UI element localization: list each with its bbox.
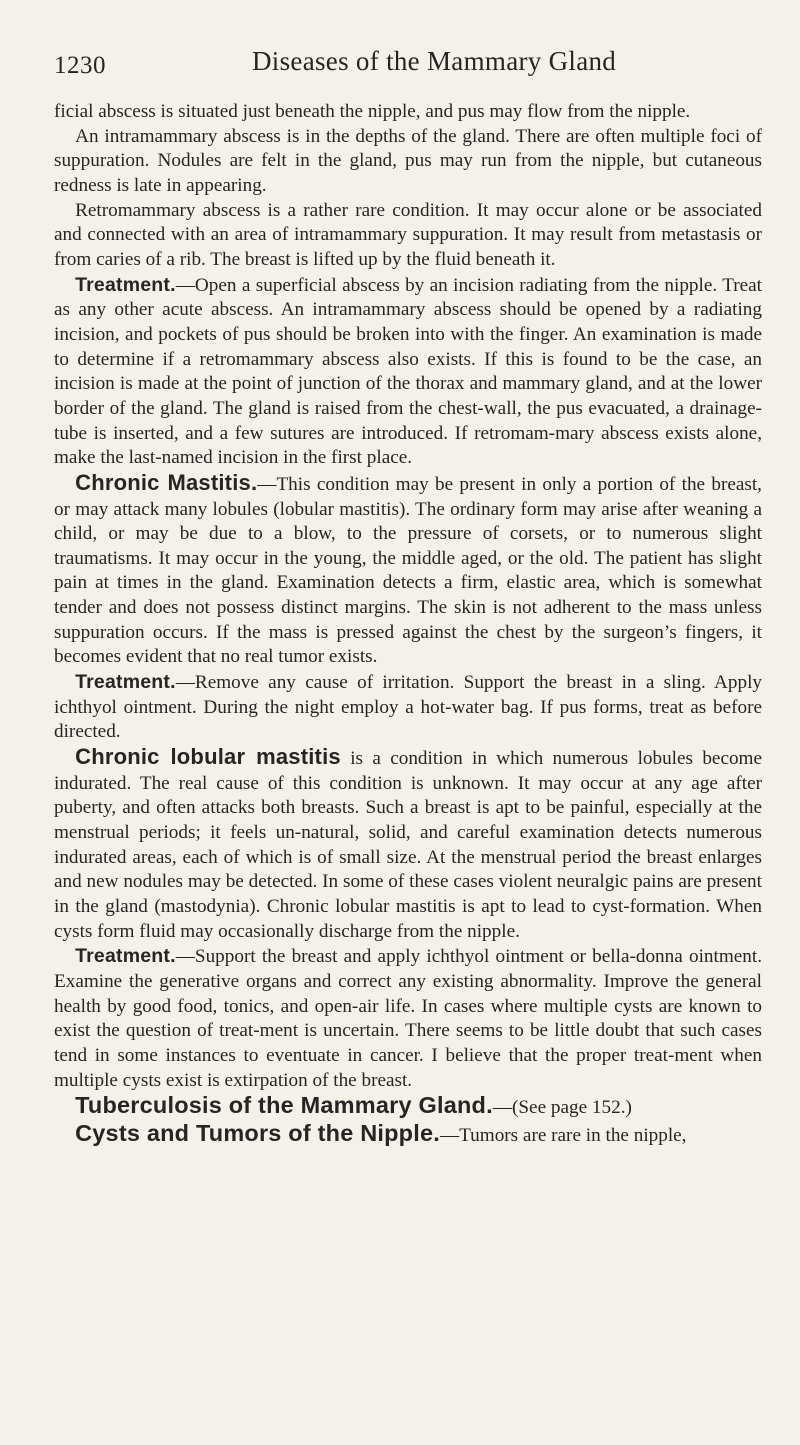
running-title: Diseases of the Mammary Gland [252, 46, 617, 76]
section-heading-chronic-lobular-mastitis: Chronic lobular mastitis [75, 744, 341, 770]
paragraph-text: is a condition in which numerous lobules become indurated. The real cause of this condition is unknown. It may occur at any age after puberty, and often attacks both breasts. Such a breast is apt to be painful, especially at the menstrual periods; it feels un-natural, solid, and careful examination detects numerous indurated areas, each of which is of small size. At the menstrual period the breast enlarges and new nodules may be detected. In some of these cases violent neuralgic pains are present in the gland (mastodynia). Chronic lobular mastitis is apt to lead to cyst-formation. When cysts form fluid may occasionally discharge from the nipple. [54, 748, 762, 942]
section-heading-tuberculosis: Tuberculosis of the Mammary Gland. [75, 1092, 493, 1119]
paragraph-retromammary-abscess: Retromammary abscess is a rather rare condition. It may occur alone or be associated and connected with an area of intramammary suppuration. It may result from metastasis or from caries of a rib. The breast is lifted up by the fluid beneath it. [54, 199, 762, 270]
paragraph-treatment-mastitis [54, 670, 762, 745]
paragraph-chronic-lobular-mastitis [54, 745, 762, 944]
body-text [54, 100, 762, 1149]
running-head [54, 46, 762, 92]
paragraph-chronic-mastitis [54, 471, 762, 670]
section-heading-cysts-tumors: Cysts and Tumors of the Nipple. [75, 1119, 440, 1146]
paragraph-text: —Remove any cause of irritation. Support the breast in a sling. Apply ichthyol ointment. During the night employ a hot-water bag. If pus forms, treat as before directed. [54, 672, 762, 743]
paragraph-text: —(See page 152.) [492, 1097, 632, 1119]
section-heading-treatment: Treatment. [75, 671, 176, 694]
paragraph-intramammary-abscess: An intramammary abscess is in the depths of the gland. There are often multiple foci of suppuration. Nodules are felt in the gland, pus may run from the nipple, but cutaneous redness is late in appearing. [54, 125, 762, 196]
paragraph-text: —This condition may be present in only a portion of the breast, or may attack many lobules (lobular mastitis). The ordinary form may arise after weaning a child, or may be due to a blow, to the pressure of corsets, or to numerous slight traumatisms. It may occur in the young, the middle aged, or the old. The patient has slight pain at times in the gland. Examination detects a firm, elastic area, which is somewhat tender and does not possess distinct margins. The skin is not adherent to the mass unless suppuration occurs. If the mass is pressed against the chest by the surgeon’s fingers, it becomes evident that no real tumor exists. [54, 473, 762, 668]
paragraph-superficial-abscess: ficial abscess is situated just beneath the nipple, and pus may flow from the nipple. [54, 101, 691, 122]
section-heading-chronic-mastitis: Chronic Mastitis. [75, 469, 258, 495]
paragraph-treatment-lobular [54, 944, 762, 1093]
paragraph-tuberculosis [54, 1093, 762, 1121]
paragraph-cysts-tumors [54, 1121, 762, 1149]
section-heading-treatment: Treatment. [75, 273, 176, 296]
paragraph-text: —Support the breast and apply ichthyol ointment or bella-donna ointment. Examine the generative organs and correct any existing abnormality. Improve the general health by good food, tonics, and open-air life. In cases where multiple cysts are known to exist the question of treat-ment is uncertain. There seems to be little doubt that such cases tend in some instances to eventuate in cancer. I believe that the proper treat-ment when multiple cysts exist is extirpation of the breast. [54, 946, 762, 1091]
paragraph-text: —Tumors are rare in the nipple, [439, 1124, 687, 1146]
page-number: 1230 [54, 52, 106, 79]
paragraph-treatment-abscess [54, 273, 762, 471]
paragraph-text: —Open a superficial abscess by an incision radiating from the nipple. Treat as any other acute abscess. An intramammary abscess should be opened by a radiating incision, and pockets of pus should be broken into with the finger. An examination is made to determine if a retromammary abscess also exists. If this is found to be the case, an incision is made at the point of junction of the thorax and mammary gland, and at the lower border of the gland. The gland is raised from the chest-wall, the pus evacuated, a drainage-tube is inserted, and a few sutures are introduced. If retromam-mary abscess exists alone, make the last-named incision in the first place. [54, 274, 762, 469]
section-heading-treatment: Treatment. [75, 945, 176, 968]
